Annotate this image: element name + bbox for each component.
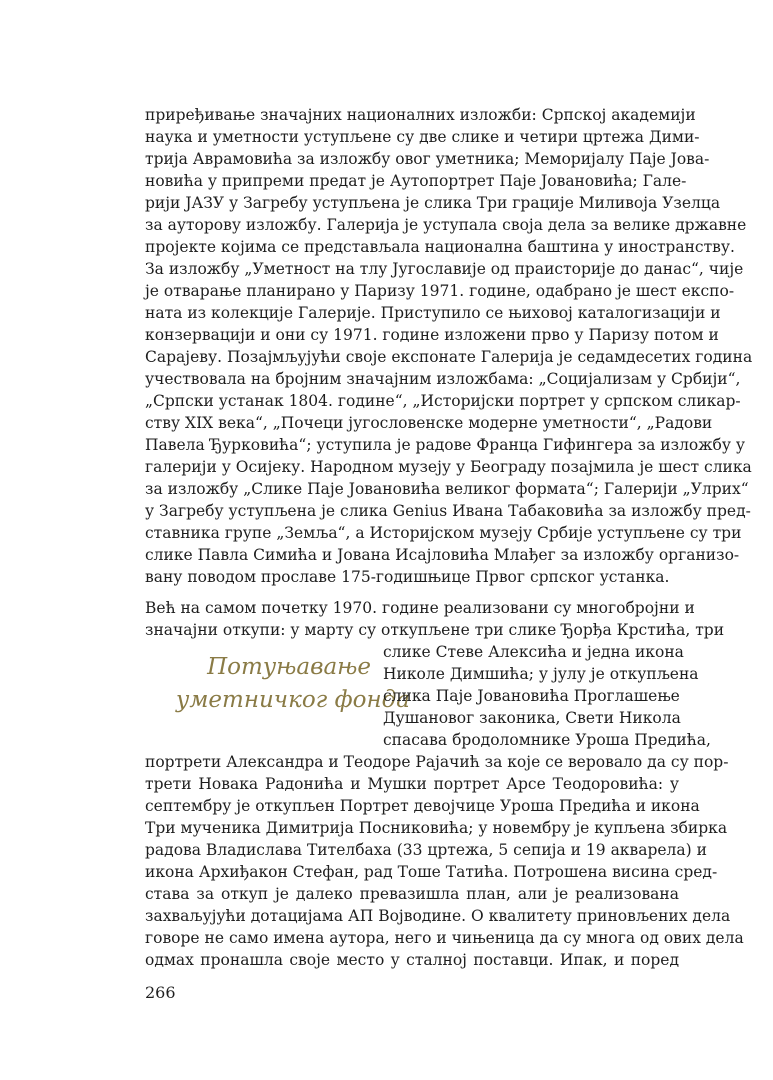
text-line: одмах пронашла своје место у сталној поставци. Ипак, и поред <box>145 951 679 969</box>
text-line: галерији у Осијеку. Народном музеју у Београду позајмила је шест слика <box>145 458 752 476</box>
text-line: наука и уметности уступљене су две слике и четири цртежа Дими- <box>145 128 700 146</box>
text-line: ната из колекције Галерије. Приступило се њиховој каталогизацији и <box>145 304 721 322</box>
text-line: портрети Александра и Теодоре Рајачић за које се веровало да су пор- <box>145 753 729 771</box>
text-line: говоре не само имена аутора, него и чињеница да су многа од ових дела <box>145 929 744 947</box>
text-line: слике Павла Симића и Јована Исајловића Млађег за изложбу организо- <box>145 546 740 564</box>
text-line: спасава бродоломнике Уроша Предића, <box>383 731 711 749</box>
page-number: 266 <box>145 983 176 1002</box>
text-line: новића у припреми предат је Аутопортрет Паје Јовановића; Гале- <box>145 172 687 190</box>
text-line: за изложбу „Слике Паје Јовановића великог формата“; Галерији „Улрих“ <box>145 480 749 498</box>
text-line: За изложбу „Уметност на тлу Југославије од праисторије до данас“, чије <box>145 260 744 278</box>
text-line: значајни откупи: у марту су откупљене три слике Ђорђа Крстића, три <box>145 621 725 639</box>
text-line: Николе Димшића; у јулу је откупљена <box>383 665 699 683</box>
text-line: у Загребу уступљена је слика Genius Ивана Табаковића за изложбу пред- <box>145 502 751 520</box>
text-line: слике Стеве Алексића и једна икона <box>383 643 684 661</box>
text-line: вану поводом прославе 175-годишњице Првог српског устанка. <box>145 568 670 586</box>
section-heading-line: Потуњавање <box>207 654 371 680</box>
text-line: Већ на самом почетку 1970. године реализовани су многобројни и <box>145 599 695 617</box>
text-line: је отварање планирано у Паризу 1971. године, одабрано је шест експо- <box>145 282 735 300</box>
text-line: става за откуп је далеко превазишла план, али је реализована <box>145 885 679 903</box>
text-line: слика Паје Јовановића Проглашење <box>383 687 680 705</box>
text-line: захваљујући дотацијама АП Војводине. О квалитету приновљених дела <box>145 907 731 925</box>
text-line: икона Архиђакон Стефан, рад Тоше Татића. Потрошена висина сред- <box>145 863 718 881</box>
section-heading-line: уметничког фонда <box>176 687 410 713</box>
text-line: Сарајеву. Позајмљујући своје експонате Галерија је седамдесетих година <box>145 348 753 366</box>
text-line: учествовала на бројним значајним изложбама: „Социјализам у Србији“, <box>145 370 741 388</box>
text-line: рији ЈАЗУ у Загребу уступљена је слика Три грације Миливоја Узелца <box>145 194 721 212</box>
text-line: конзервацији и они су 1971. године изложени прво у Паризу потом и <box>145 326 719 344</box>
text-line: Павела Ђурковића“; уступила је радове Франца Гифингера за изложбу у <box>145 436 746 454</box>
text-line: приређивање значајних националних изложби: Српској академији <box>145 106 696 124</box>
text-line: трети Новака Радонића и Мушки портрет Арсе Теодоровића: у <box>145 775 679 793</box>
text-line: пројекте којима се представљала национална баштина у иностранству. <box>145 238 735 256</box>
text-line: септембру је откупљен Портрет девојчице Уроша Предића и икона <box>145 797 700 815</box>
text-line: ставника групе „Земља“, а Историјском музеју Србије уступљене су три <box>145 524 742 542</box>
text-line: ству XIX века“, „Почеци југословенске модерне уметности“, „Радови <box>145 414 713 432</box>
text-line: Душановог законика, Свети Никола <box>383 709 681 727</box>
text-line: Три мученика Димитрија Посниковића; у новембру је купљена збирка <box>145 819 728 837</box>
text-line: за ауторову изложбу. Галерија је уступала своја дела за велике државне <box>145 216 747 234</box>
text-line: трија Аврамовића за изложбу овог уметника; Меморијалу Паје Јова- <box>145 150 710 168</box>
text-line: „Српски устанак 1804. године“, „Историјски портрет у српском сликар- <box>145 392 741 410</box>
text-line: радова Владислава Тителбаха (33 цртежа, 5 сепија и 19 акварела) и <box>145 841 707 859</box>
